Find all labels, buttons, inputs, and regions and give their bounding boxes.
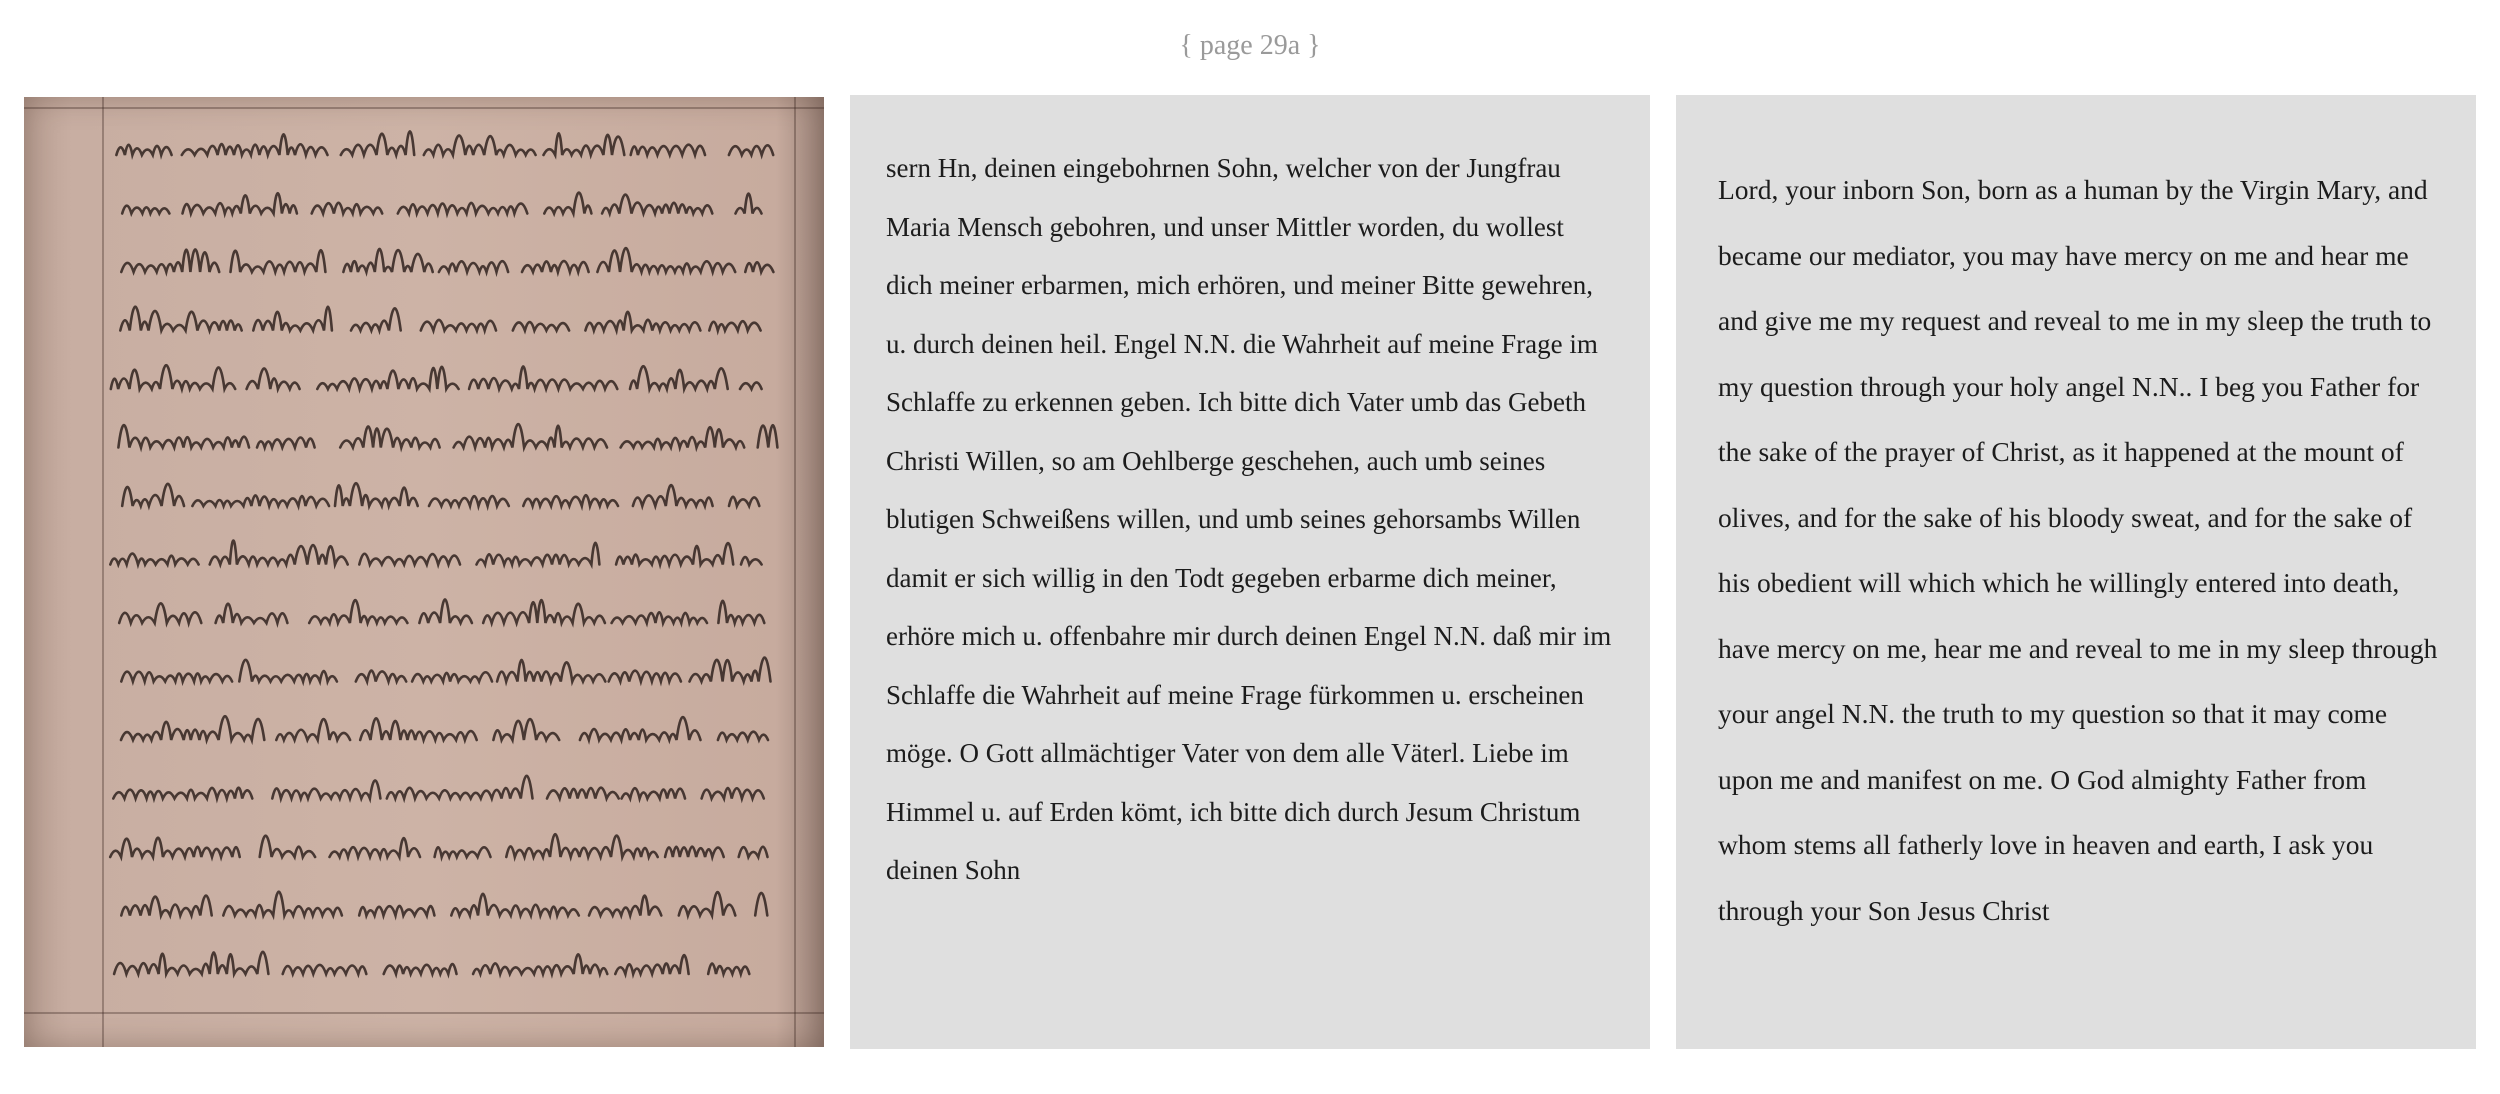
handwriting-line [110,541,761,565]
handwriting-line [111,365,762,389]
handwriting-line [114,952,749,974]
english-translation-panel [1676,95,2476,1049]
handwriting-strokes [24,97,824,1047]
handwriting-line [116,131,773,155]
german-transcription-text: sern Hn, deinen eingebohrnen Sohn, welcher von der Jungfrau Maria Mensch gebohren, und unser Mittler worden, du wollest dich meiner erbarmen, mich erhören, und meiner Bitte gewehren, u. durch deinen heil. Engel N.N. die Wahrheit auf meine Frage im Schlaffe zu erkennen geben. Ich bitte dich Vater umb das Gebeth Christi Willen, so am Oehlberge geschehen, auch umb seines blutigen Schweißens willen, und umb seines gehorsambs Willen damit er sich willig in den Todt gegeben erbarme dich meiner, erhöre mich u. offenbahre mir durch deinen Engel N.N. daß mir im Schlaffe die Wahrheit auf meine Frage fürkommen u. erscheinen möge. O Gott allmächtiger Vater von dem alle Väterl. Liebe im Himmel u. auf Erden kömt, ich bitte dich durch Jesum Christum deinen Sohn [886,153,1612,885]
page-label: { page 29a } [1179,30,1321,61]
manuscript-image [24,97,824,1047]
german-transcription-panel [850,95,1650,1049]
handwriting-line [122,193,761,214]
english-translation-text: Lord, your inborn Son, born as a human by the Virgin Mary, and became our mediator, you may have mercy on me and hear me and give me my request and reveal to me in my sleep the truth to my question through your holy angel N.N.. I beg you Father for the sake of the prayer of Christ, as it happened at the mount of olives, and for the sake of his bloody sweat, and for the sake of his obedient will which which he willingly entered into death, have mercy on me, hear me and reveal to me in my sleep through your angel N.N. the truth to my question so that it may come upon me and manifest on me. O God almighty Father from whom stems all fatherly love in heaven and earth, I ask you through your Son Jesus Christ [1718,174,2438,926]
handwriting-line [121,248,773,272]
handwriting-line [119,599,764,623]
handwriting-line [110,834,767,857]
handwriting-line [118,424,777,448]
handwriting-line [120,307,760,331]
handwriting-line [113,776,764,799]
handwriting-line [121,658,770,682]
handwriting-line [122,483,759,506]
handwriting-line [121,892,767,916]
handwriting-line [121,716,768,740]
